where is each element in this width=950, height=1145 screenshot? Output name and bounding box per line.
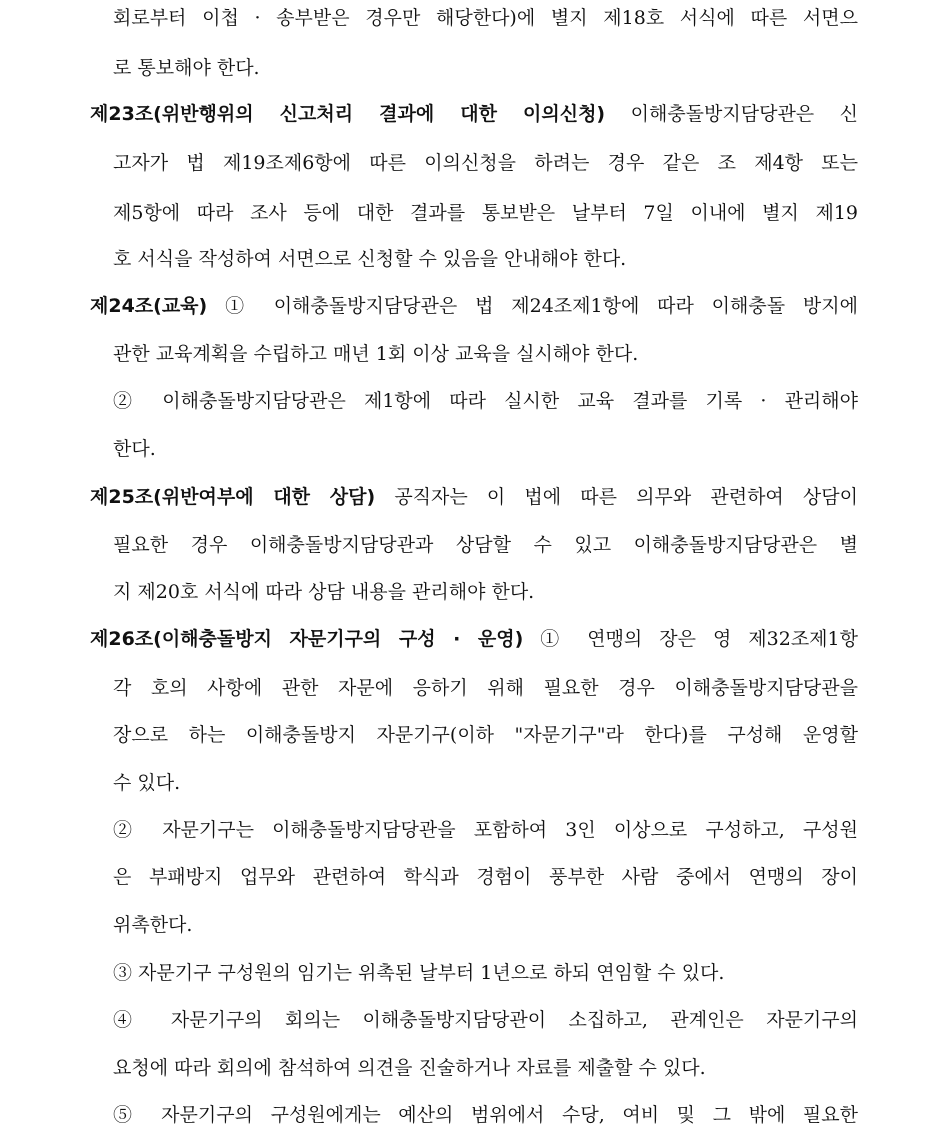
text-line: ⑤ 자문기구의 구성원에게는 예산의 범위에서 수당, 여비 및 그 밖에 필요한	[113, 1104, 858, 1126]
text-line: ③ 자문기구 구성원의 임기는 위촉된 날부터 1년으로 하되 연임할 수 있다.	[113, 962, 725, 984]
text-line: 제5항에 따라 조사 등에 대한 결과를 통보받은 날부터 7일 이내에 별지 제19	[113, 202, 858, 224]
text-line: 고자가 법 제19조제6항에 따른 이의신청을 하려는 경우 같은 조 제4항 또는	[113, 152, 858, 174]
article-23-heading: 제23조(위반행위의 신고처리 결과에 대한 이의신청)	[90, 103, 606, 125]
text-line: 은 부패방지 업무와 관련하여 학식과 경험이 풍부한 사람 중에서 연맹의 장이	[113, 866, 858, 888]
text-line: 로 통보해야 한다.	[113, 57, 260, 79]
article-23-line: 제23조(위반행위의 신고처리 결과에 대한 이의신청) 이해충돌방지담당관은 신	[90, 103, 858, 125]
text-line: 한다.	[113, 438, 156, 460]
text-line: 각 호의 사항에 관한 자문에 응하기 위해 필요한 경우 이해충돌방지담당관을	[113, 677, 858, 699]
text-line: 필요한 경우 이해충돌방지담당관과 상담할 수 있고 이해충돌방지담당관은 별	[113, 534, 858, 556]
text-line: 위촉한다.	[113, 914, 193, 936]
text-line: 수 있다.	[113, 772, 181, 794]
text-line: 장으로 하는 이해충돌방지 자문기구(이하 "자문기구"라 한다)를 구성해 운영할	[113, 724, 858, 746]
article-24-heading: 제24조(교육)	[90, 295, 208, 317]
article-25-heading: 제25조(위반여부에 대한 상담)	[90, 486, 376, 508]
text-line: 호 서식을 작성하여 서면으로 신청할 수 있음을 안내해야 한다.	[113, 248, 627, 270]
article-25-line: 제25조(위반여부에 대한 상담) 공직자는 이 법에 따른 의무와 관련하여 상담이	[90, 486, 858, 508]
article-26-heading: 제26조(이해충돌방지 자문기구의 구성 · 운영)	[90, 628, 524, 650]
text-line: ② 이해충돌방지담당관은 제1항에 따라 실시한 교육 결과를 기록 · 관리해야	[113, 390, 858, 412]
text-line: 지 제20호 서식에 따라 상담 내용을 관리해야 한다.	[113, 581, 535, 603]
article-24-line: 제24조(교육) ① 이해충돌방지담당관은 법 제24조제1항에 따라 이해충돌 방지에	[90, 295, 858, 317]
article-26-line: 제26조(이해충돌방지 자문기구의 구성 · 운영) ① 연맹의 장은 영 제32조제1항	[90, 628, 858, 650]
text-line: 관한 교육계획을 수립하고 매년 1회 이상 교육을 실시해야 한다.	[113, 343, 639, 365]
text-line: ④ 자문기구의 회의는 이해충돌방지담당관이 소집하고, 관계인은 자문기구의	[113, 1009, 858, 1031]
text-line: ② 자문기구는 이해충돌방지담당관을 포함하여 3인 이상으로 구성하고, 구성원	[113, 819, 858, 841]
text-line: 요청에 따라 회의에 참석하여 의견을 진술하거나 자료를 제출할 수 있다.	[113, 1057, 706, 1079]
text-line: 회로부터 이첩 · 송부받은 경우만 해당한다)에 별지 제18호 서식에 따른 서면으	[113, 7, 858, 29]
